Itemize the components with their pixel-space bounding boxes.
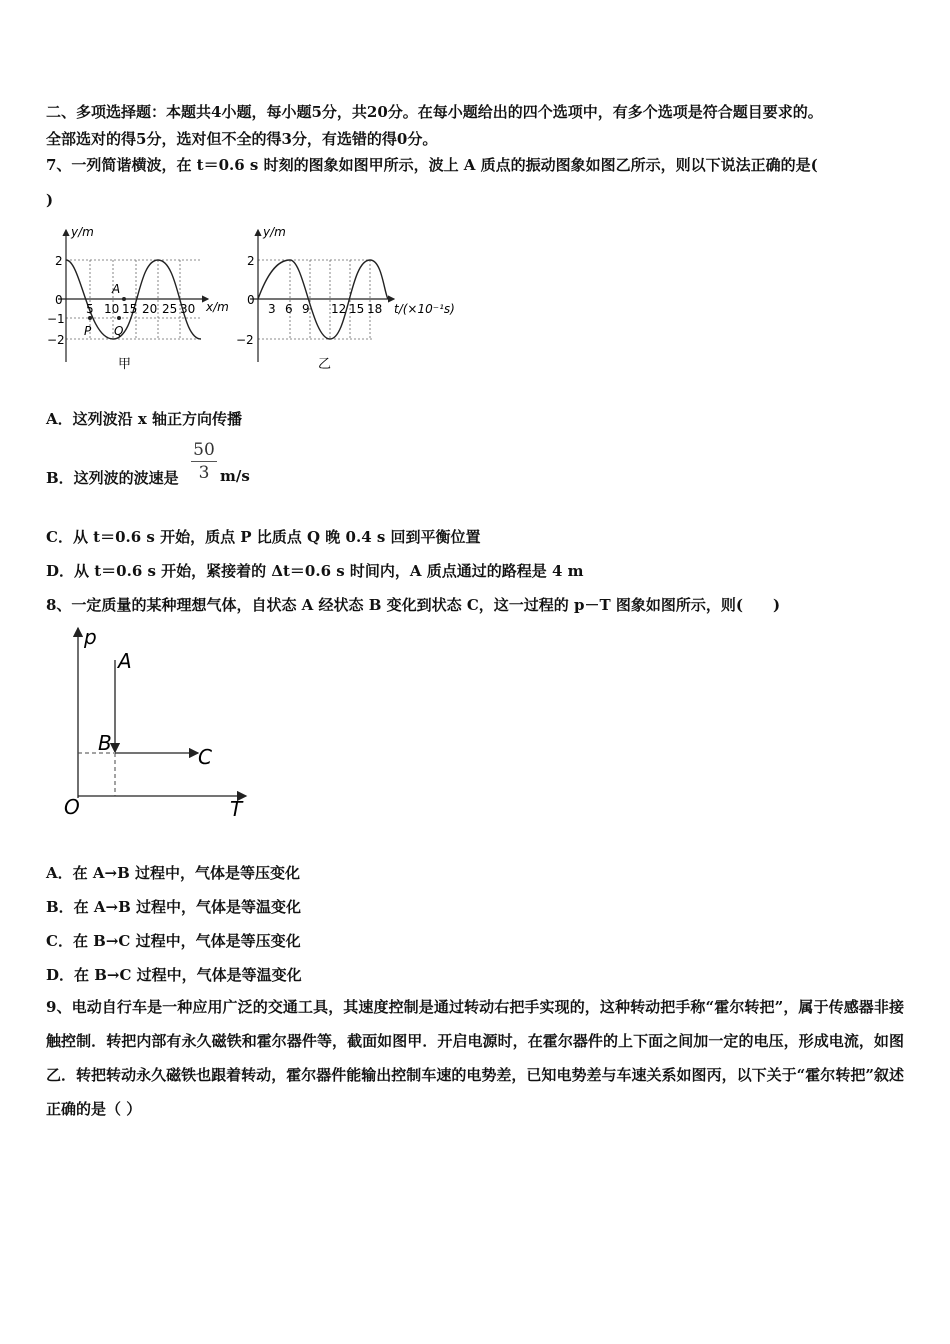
q7-option-a: A．这列波沿 x 轴正方向传播 (46, 410, 243, 428)
q7-option-c: C．从 t＝0.6 s 开始，质点 P 比质点 Q 晚 0.4 s 回到平衡位置 (46, 528, 481, 546)
state-b-label: B (98, 731, 112, 755)
yi-ytick-2: 2 (247, 254, 255, 268)
q7-option-b (46, 467, 179, 488)
q7-option-b-fraction (191, 440, 217, 483)
jia-origin: 0 (55, 293, 63, 307)
vibration-graph-yi (234, 222, 456, 374)
q8-option-b: B．在 A→B 过程中，气体是等温变化 (46, 898, 302, 916)
jia-y-label: y/m (71, 225, 94, 239)
origin-label: O (64, 795, 80, 819)
jia-point-p: P (84, 324, 92, 338)
yi-xtick-3: 3 (268, 302, 276, 316)
yi-ytick-m2: −2 (236, 333, 254, 347)
fraction-denominator: 3 (198, 463, 210, 483)
jia-xtick-5: 5 (86, 302, 94, 316)
yi-xtick-15: 15 (349, 302, 365, 316)
section-header-line1: 二、多项选择题：本题共4小题，每小题5分，共20分。在每小题给出的四个选项中，有多个选项是符合题目要求的。 (46, 103, 823, 121)
wave-graph-jia (46, 222, 236, 374)
yi-xtick-18: 18 (367, 302, 383, 316)
section-header-line2: 全部选对的得5分，选对但不全的得3分，有选错的得0分。 (46, 130, 438, 148)
jia-xtick-20: 20 (142, 302, 158, 316)
jia-point-a: A (112, 282, 121, 296)
jia-xtick-15: 15 (122, 302, 138, 316)
jia-point-q: Q (114, 324, 124, 338)
q8-option-d: D．在 B→C 过程中，气体是等温变化 (46, 966, 302, 984)
jia-xtick-10: 10 (104, 302, 120, 316)
yi-xtick-9: 9 (302, 302, 310, 316)
point-p-dot (88, 316, 92, 320)
jia-ytick-m2: −2 (47, 333, 65, 347)
p-axis-label: p (84, 625, 97, 649)
yi-x-label: t/(×10⁻¹s) (394, 302, 455, 316)
yi-xtick-6: 6 (285, 302, 293, 316)
state-c-label: C (198, 745, 212, 769)
jia-ytick-m1: −1 (47, 312, 65, 326)
jia-ytick-2: 2 (55, 254, 63, 268)
q7-option-b-unit: m/s (220, 467, 250, 485)
state-a-label: A (118, 649, 132, 673)
p-t-graph (56, 622, 262, 828)
point-a-dot (122, 297, 126, 301)
jia-xtick-30: 30 (180, 302, 196, 316)
q7-stem-end: ) (46, 191, 54, 209)
q8-option-c: C．在 B→C 过程中，气体是等压变化 (46, 932, 301, 950)
jia-caption: 甲 (118, 357, 132, 372)
yi-y-label: y/m (263, 225, 286, 239)
jia-x-label: x/m (206, 300, 229, 314)
yi-caption: 乙 (318, 357, 332, 372)
q9-stem: 9、电动自行车是一种应用广泛的交通工具，其速度控制是通过转动右把手实现的，这种转动把手称“霍尔转把”，属于传感器非接触控制．转把内部有永久磁铁和霍尔器件等，截面如图甲．开启电源时，在霍尔器件的上下面之间加一定的电压，形成电流，如图乙．转把转动永久磁铁也跟着转动，霍尔器件能输出控制车速的电势差，已知电势差与车速关系如图丙，以下关于“霍尔转把”叙述正确的是（ ） (46, 998, 904, 1118)
yi-xtick-12: 12 (331, 302, 347, 316)
q8-stem: 8、一定质量的某种理想气体，自状态 A 经状态 B 变化到状态 C，这一过程的 p－T 图象如图所示，则( ) (46, 596, 781, 614)
q7-stem: 7、一列简谐横波，在 t＝0.6 s 时刻的图象如图甲所示，波上 A 质点的振动图象如图乙所示，则以下说法正确的是( (46, 156, 818, 174)
q8-option-a: A．在 A→B 过程中，气体是等压变化 (46, 864, 300, 882)
t-axis-label: T (230, 797, 243, 821)
jia-xtick-25: 25 (162, 302, 178, 316)
q7-option-b-prefix: B．这列波的波速是 (46, 469, 179, 487)
yi-origin: 0 (247, 293, 255, 307)
fraction-numerator: 50 (193, 440, 215, 460)
q7-option-d: D．从 t＝0.6 s 开始，紧接着的 Δt＝0.6 s 时间内，A 质点通过的路程是 4 m (46, 562, 584, 580)
point-q-dot (117, 316, 121, 320)
